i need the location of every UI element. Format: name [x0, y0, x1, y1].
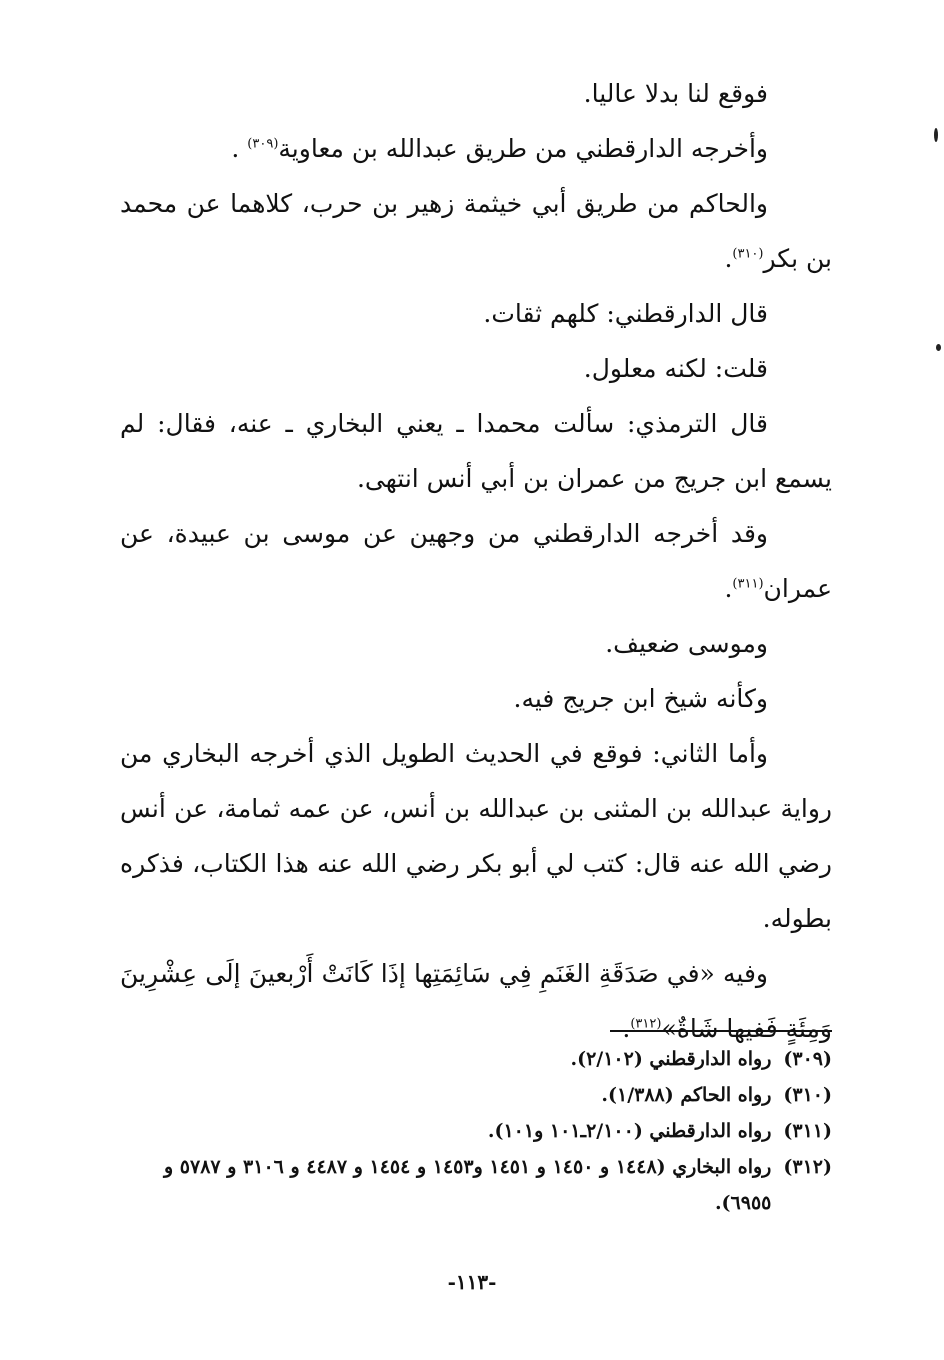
- scan-mark: [936, 344, 941, 351]
- paragraph: [120, 341, 832, 396]
- footnote-divider: [610, 1030, 832, 1032]
- paragraph: [120, 66, 832, 121]
- paragraph-text: والحاكم من طريق أبي خيثمة زهير بن حرب، كلاهما عن محمد بن بكر: [120, 189, 832, 273]
- paragraph-text: وموسى ضعيف.: [605, 629, 768, 658]
- page-number: -١١٣-: [447, 1270, 497, 1294]
- paragraph: [120, 671, 832, 726]
- paragraph-end: .: [231, 134, 240, 163]
- paragraph-text: قلت: لكنه معلول.: [583, 354, 768, 383]
- paragraph-end: .: [724, 574, 733, 603]
- footnote-marker: (٣١٠): [732, 246, 764, 262]
- footnote-number: (٣١٢): [783, 1156, 832, 1178]
- footnote-marker: (٣١١): [732, 576, 764, 592]
- main-text: [120, 66, 832, 1056]
- paragraph-text: وأما الثاني: فوقع في الحديث الطويل الذي أخرجه البخاري من رواية عبدالله بن المثنى بن عبدالله بن أنس، عن عمه ثمامة، عن أنس رضي الله عنه قال: كتب لي أبو بكر رضي الله عنه هذا الكتاب، فذكره بطوله.: [120, 739, 832, 933]
- paragraph-text: فوقع لنا بدلا عاليا.: [583, 79, 768, 108]
- footnotes: [120, 1041, 832, 1221]
- footnote-number: (٣١١): [783, 1120, 832, 1142]
- paragraph-text: وكأنه شيخ ابن جريج فيه.: [513, 684, 768, 713]
- footnote-number: (٣٠٩): [783, 1048, 832, 1070]
- paragraph-end: .: [724, 244, 733, 273]
- paragraph-text: قال الدارقطني: كلهم ثقات.: [483, 299, 768, 328]
- footnote-item: [120, 1041, 832, 1077]
- footnote-item: [120, 1149, 832, 1221]
- paragraph: [120, 286, 832, 341]
- paragraph: [120, 726, 832, 946]
- paragraph-text: وقد أخرجه الدارقطني من وجهين عن موسى بن عبيدة، عن عمران: [120, 519, 832, 603]
- paragraph-text: وأخرجه الدارقطني من طريق عبدالله بن معاوية: [278, 134, 768, 163]
- footnote-text: رواه البخاري (١٤٤٨ و ١٤٥٠ و ١٤٥١ و١٤٥٣ و ١٤٥٤ و ٤٤٨٧ و ٣١٠٦ و ٥٧٨٧ و ٦٩٥٥).: [164, 1156, 772, 1214]
- footnote-number: (٣١٠): [783, 1084, 832, 1106]
- footnote-text: رواه الدارقطني (٢/١٠٠ـ١٠١ و١٠١).: [487, 1120, 772, 1142]
- footnote-marker: (٣١٢): [630, 1016, 662, 1032]
- paragraph: [120, 946, 832, 1056]
- paragraph-end: .: [622, 1014, 631, 1043]
- paragraph-text: قال الترمذي: سألت محمدا ـ يعني البخاري ـ عنه، فقال: لم يسمع ابن جريج من عمران بن أبي أنس انتهى.: [120, 409, 832, 493]
- scan-mark: [934, 128, 938, 142]
- footnote-item: [120, 1113, 832, 1149]
- footnote-item: [120, 1077, 832, 1113]
- paragraph: [120, 616, 832, 671]
- footnote-text: رواه الدارقطني (٢/١٠٢).: [570, 1048, 772, 1070]
- paragraph: [120, 506, 832, 616]
- paragraph: [120, 396, 832, 506]
- footnote-text: رواه الحاكم (١/٣٨٨).: [601, 1084, 772, 1106]
- footnote-marker: (٣٠٩): [247, 136, 279, 152]
- paragraph-text: وفيه «في صَدَقَةِ الغَنَمِ فِي سَائِمَتِها إذَا كَانَتْ أَرْبعينَ إلَى عِشْرِينَ وَمِئَةٍ فَفيها شَاةٌ»: [120, 959, 832, 1043]
- paragraph: [120, 176, 832, 286]
- paragraph: [120, 121, 832, 176]
